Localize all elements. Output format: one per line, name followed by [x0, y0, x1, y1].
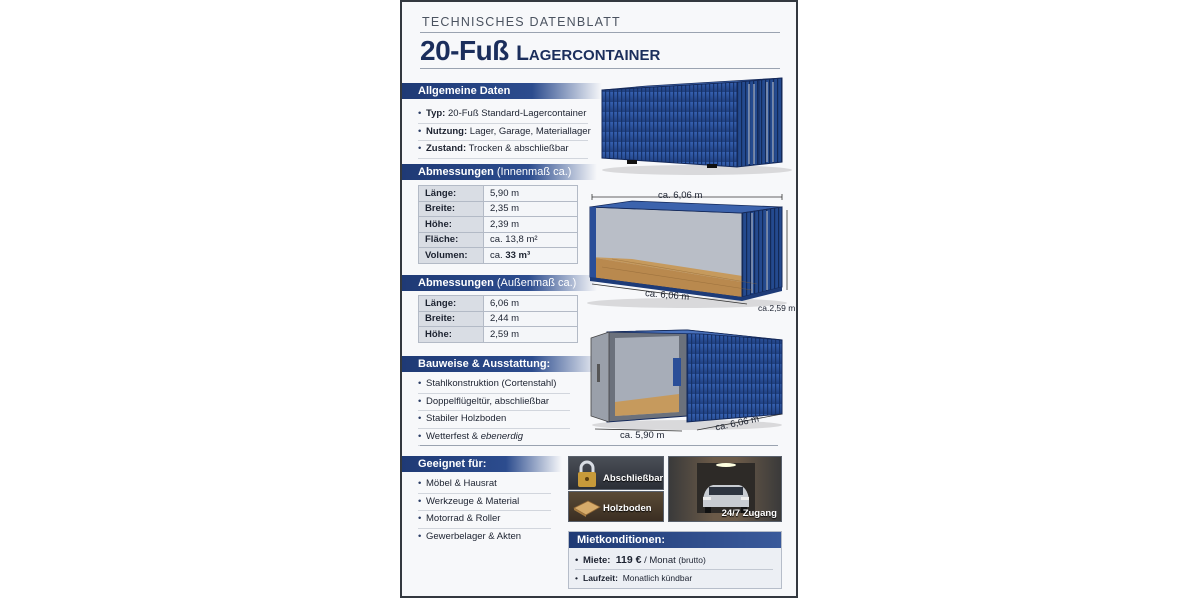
item-text: Stahlkonstruktion (Cortenstahl)	[426, 378, 557, 389]
row-label: Breite:	[419, 311, 484, 327]
section-construction-heading	[402, 356, 602, 372]
title-sub: Lagercontainer	[516, 42, 661, 65]
term-label: Laufzeit:	[583, 573, 618, 583]
price-label: Miete:	[583, 555, 611, 566]
bullet-icon: •	[418, 143, 422, 154]
item-text: Stabiler Holzboden	[426, 413, 507, 424]
table-row	[419, 296, 578, 312]
rent-price-row	[575, 554, 706, 566]
item-text: Möbel & Hausrat	[426, 478, 497, 489]
section-general-title: Allgemeine Daten	[418, 85, 511, 97]
table-row	[419, 186, 578, 202]
item-text: Gewerbelager & Akten	[426, 530, 522, 542]
rent-conditions-box	[568, 531, 782, 589]
bullet-icon: •	[418, 108, 422, 119]
price-note: (brutto)	[678, 555, 706, 565]
bullet-icon: •	[418, 530, 422, 542]
volume-value: 33 m³	[505, 249, 531, 261]
item-label: Typ:	[426, 108, 446, 119]
bullet-icon: •	[418, 478, 422, 489]
page-title	[420, 35, 660, 67]
closed-container-image	[597, 72, 792, 177]
item-text: Doppelflügeltür, abschließbar	[426, 395, 550, 407]
row-value: 5,90 m	[484, 186, 578, 202]
row-value: 2,39 m	[484, 217, 578, 233]
wood-plank-icon	[572, 498, 602, 518]
list-item	[418, 411, 570, 429]
section-outer-title: Abmessungen	[418, 277, 494, 289]
list-item	[418, 124, 591, 142]
access-label: 24/7 Zugang	[721, 508, 777, 519]
section-suitable-title: Geeignet für:	[418, 458, 487, 470]
suitable-list	[418, 476, 551, 545]
title-main: 20-Fuß	[420, 35, 509, 66]
item-text: Motorrad & Roller	[426, 513, 501, 524]
price-value: 119 €	[615, 554, 642, 566]
table-row	[419, 217, 578, 233]
bullet-icon: •	[418, 378, 422, 389]
floor-label: Holzboden	[603, 503, 652, 514]
value-prefix: ca.	[490, 249, 503, 261]
section-construction-title: Bauweise & Ausstattung:	[418, 358, 551, 370]
section-outer-heading	[402, 275, 597, 291]
row-label: Länge:	[419, 296, 484, 312]
sheet-kicker: TECHNISCHES DATENBLATT	[422, 15, 621, 29]
row-label: Volumen:	[419, 248, 484, 264]
section-outer-note: (Außenmaß ca.)	[496, 277, 577, 289]
row-value: 2,35 m	[484, 201, 578, 217]
row-label: Breite:	[419, 201, 484, 217]
dim-open-top: ca. 6,06 m	[658, 190, 703, 201]
bullet-icon: •	[418, 413, 422, 424]
row-value: 2,44 m	[484, 311, 578, 327]
header-rule-bottom	[420, 68, 780, 69]
section-divider	[420, 445, 778, 446]
row-value: ca. 13,8 m²	[484, 232, 578, 248]
table-row	[419, 327, 578, 343]
row-value	[484, 248, 578, 264]
list-item	[418, 529, 551, 546]
item-text: Wetterfest &	[426, 430, 479, 442]
item-value: Lager, Garage, Materiallager	[469, 125, 591, 137]
item-text: Werkzeuge & Material	[426, 495, 520, 507]
lock-label: Abschließbar	[603, 473, 664, 484]
general-list	[418, 106, 591, 159]
row-label: Fläche:	[419, 232, 484, 248]
item-label: Zustand:	[426, 143, 467, 154]
feature-floor-tile	[568, 491, 664, 522]
section-inner-note: (Innenmaß ca.)	[496, 166, 572, 178]
row-label: Höhe:	[419, 217, 484, 233]
table-row	[419, 311, 578, 327]
list-item	[418, 429, 570, 447]
bullet-icon: •	[418, 513, 422, 524]
outer-dimensions-table	[418, 295, 578, 343]
list-item	[418, 376, 570, 394]
feature-access-tile	[668, 456, 782, 522]
section-inner-heading	[402, 164, 597, 180]
section-inner-title: Abmessungen	[418, 166, 494, 178]
bullet-icon: •	[418, 125, 422, 137]
dim-open-bottom: ca. 6,06 m	[644, 288, 690, 303]
bullet-icon: •	[418, 395, 422, 407]
bullet-icon: •	[418, 495, 422, 507]
row-label: Höhe:	[419, 327, 484, 343]
item-emphasis: ebenerdig	[480, 430, 523, 442]
row-value: 6,06 m	[484, 296, 578, 312]
list-item	[418, 476, 551, 494]
list-item	[418, 494, 551, 512]
list-item	[418, 106, 588, 124]
price-unit: / Monat	[644, 555, 676, 566]
list-item	[418, 511, 551, 529]
section-general-heading	[402, 83, 602, 99]
row-label: Länge:	[419, 186, 484, 202]
construction-list	[418, 376, 570, 446]
header-rule-top	[420, 32, 780, 33]
list-item	[418, 141, 588, 159]
inner-dimensions-table	[418, 185, 578, 264]
padlock-icon	[575, 459, 599, 489]
rent-term-row	[575, 573, 692, 583]
item-value: 20-Fuß Standard-Lagercontainer	[448, 108, 587, 119]
term-value: Monatlich kündbar	[622, 573, 693, 583]
bullet-icon: •	[418, 430, 422, 442]
rent-divider	[575, 569, 773, 570]
table-row	[419, 232, 578, 248]
dim-door-length: ca. 6,06 m	[714, 413, 761, 434]
dim-door-width: ca. 5,90 m	[620, 430, 665, 441]
table-row	[419, 248, 578, 264]
rent-heading: Mietkonditionen:	[569, 532, 781, 548]
table-row	[419, 201, 578, 217]
section-suitable-heading	[402, 456, 562, 472]
feature-lock-tile	[568, 456, 664, 490]
list-item	[418, 394, 570, 412]
item-value: Trocken & abschließbar	[468, 143, 569, 154]
dim-open-height: ca.2,59 m	[758, 303, 796, 313]
item-label: Nutzung:	[426, 125, 468, 137]
bullet-icon: •	[575, 555, 579, 566]
bullet-icon: •	[575, 573, 578, 583]
datasheet	[400, 0, 798, 598]
row-value: 2,59 m	[484, 327, 578, 343]
